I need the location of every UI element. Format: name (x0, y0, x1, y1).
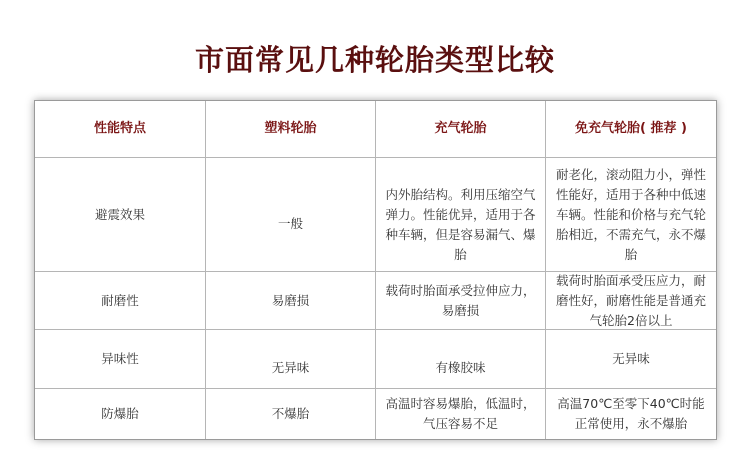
comparison-table (34, 100, 717, 440)
header-airless-tire-label: 免充气轮胎( 推荐 ) (575, 121, 687, 136)
table-cell (546, 330, 716, 389)
table-cell (35, 158, 206, 272)
table-cell (206, 330, 376, 389)
row-label-shock-absorption: 避震效果 (94, 206, 145, 222)
table-cell (376, 272, 546, 330)
cell-value: 一般 (277, 215, 303, 231)
cell-value: 耐老化，滚动阻力小，弹性性能好，适用于各种中低速车辆。性能和价格与充气轮胎相近，不需充气，永不爆胎 (555, 166, 706, 262)
table-cell (376, 389, 546, 439)
table-cell (35, 389, 206, 439)
table-cell (206, 389, 376, 439)
header-plastic-tire-label: 塑料轮胎 (264, 121, 317, 136)
header-airless-tire (546, 101, 716, 158)
cell-value: 内外胎结构。利用压缩空气弹力。性能优异，适用于各种车辆，但是容易漏气、爆胎 (385, 187, 536, 262)
header-feature-label: 性能特点 (93, 121, 146, 136)
page-title: 市面常见几种轮胎类型比较 (194, 43, 555, 77)
cell-value: 不爆胎 (271, 406, 310, 421)
cell-value: 易磨损 (271, 292, 310, 308)
table-cell (376, 330, 546, 389)
cell-value: 无异味 (271, 360, 310, 375)
cell-value: 有橡胶味 (435, 360, 486, 375)
row-label-wear-resistance: 耐磨性 (101, 292, 139, 308)
table-cell (376, 158, 546, 272)
cell-value: 高温时容易爆胎，低温时，气压容易不足 (385, 396, 536, 431)
header-pneumatic-tire (376, 101, 546, 158)
table-cell (546, 272, 716, 330)
cell-value: 无异味 (612, 351, 650, 366)
table-cell (206, 272, 376, 330)
header-feature (35, 101, 206, 158)
header-plastic-tire (206, 101, 376, 158)
cell-value: 高温70℃至零下40℃时能正常使用，永不爆胎 (557, 396, 705, 431)
table-cell (206, 158, 376, 272)
table-cell (35, 330, 206, 389)
cell-value: 载荷时胎面承受压应力，耐磨性好，耐磨性能是普通充气轮胎2倍以上 (555, 272, 706, 328)
row-label-blowout-proof: 防爆胎 (101, 406, 139, 421)
table-cell (35, 272, 206, 330)
header-pneumatic-tire-label: 充气轮胎 (434, 121, 487, 136)
table-cell (546, 389, 716, 439)
cell-value: 载荷时胎面承受拉伸应力，易磨损 (385, 282, 536, 318)
row-label-odor: 异味性 (101, 351, 139, 366)
table-cell (546, 158, 716, 272)
